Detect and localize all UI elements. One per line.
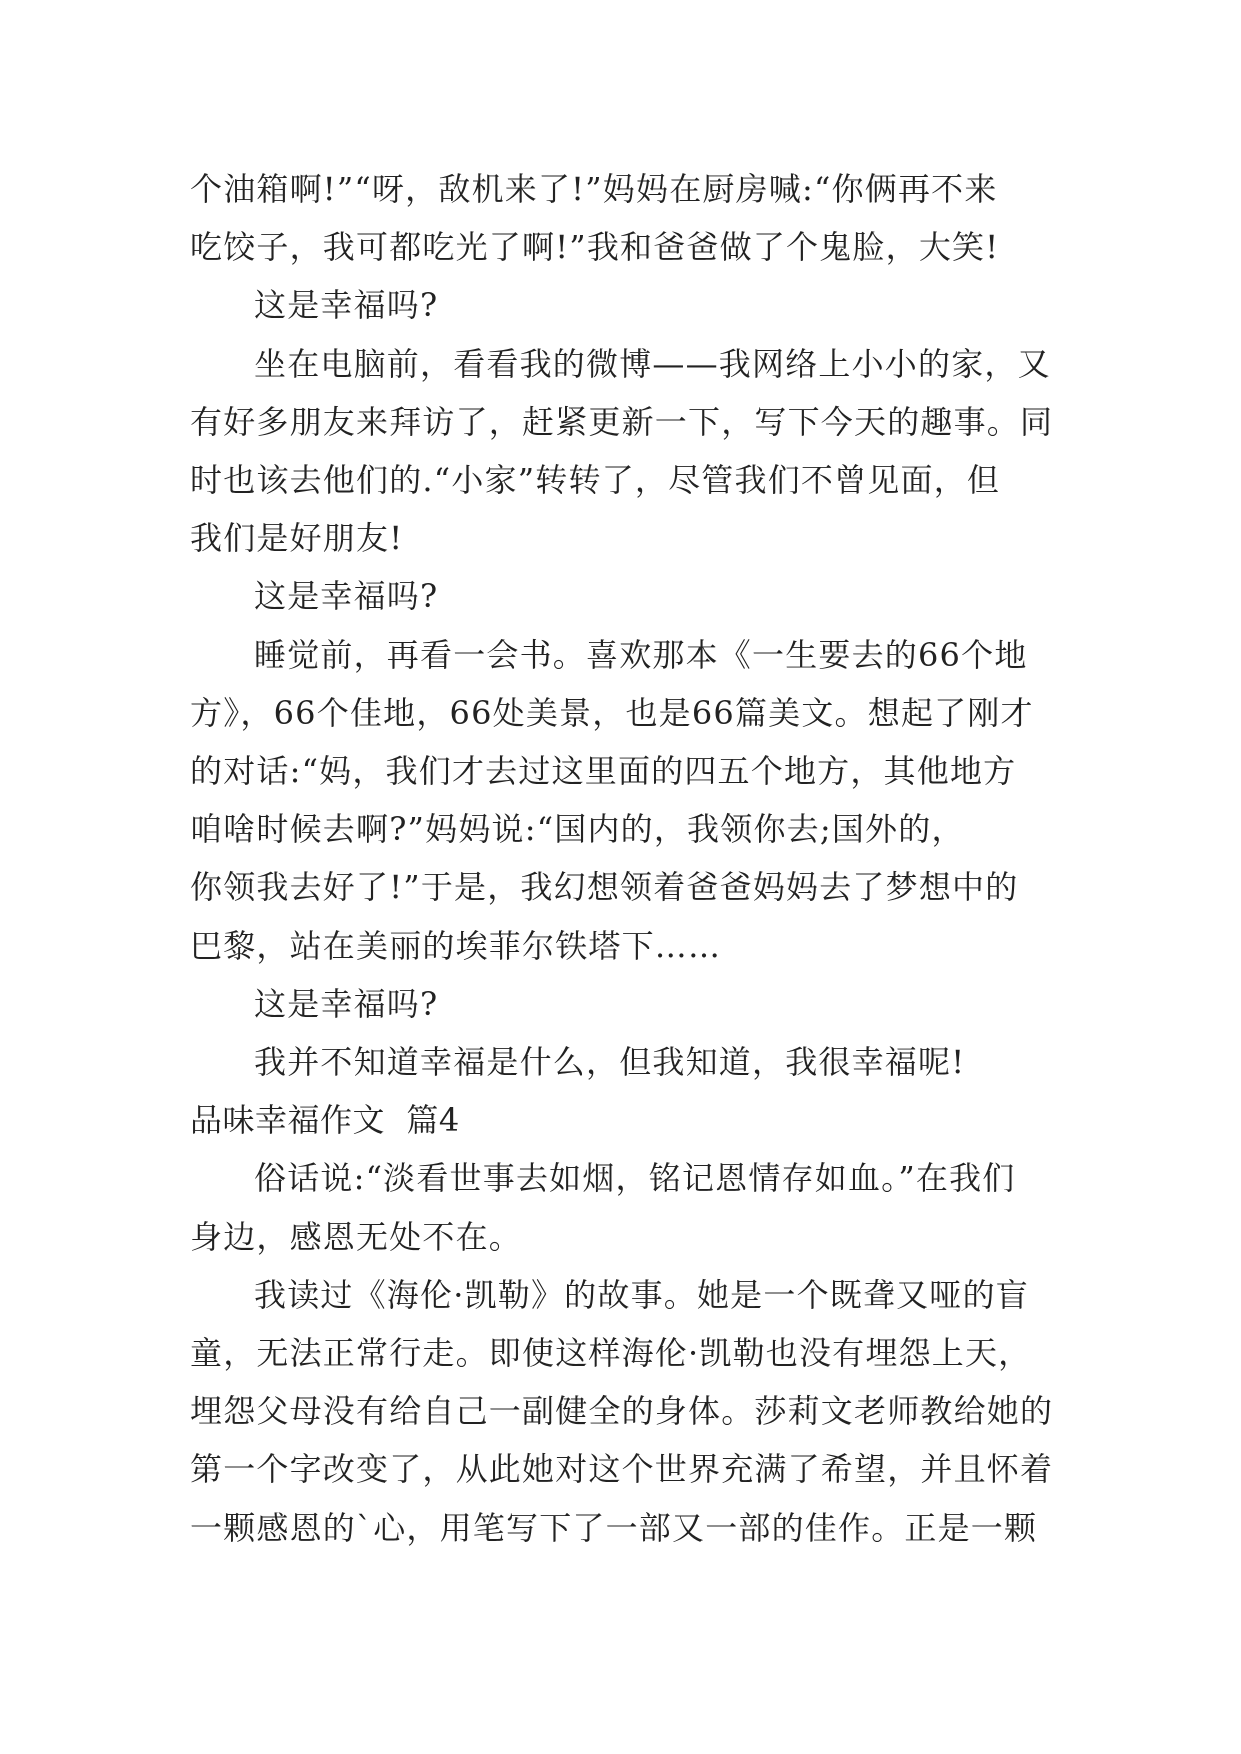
text-line: 有好多朋友来拜访了，赶紧更新一下，写下今天的趣事。同 — [190, 402, 1054, 441]
text-line: 的对话:“妈，我们才去过这里面的四五个地方，其他地方 — [190, 752, 1017, 791]
text-line: 俗话说:“淡看世事去如烟，铭记恩情存如血。”在我们 — [254, 1159, 1016, 1198]
paragraph-5 — [190, 626, 1055, 975]
text-line: 睡觉前，再看一会书。喜欢那本《一生要去的66个地 — [254, 635, 1028, 674]
text-line: 身边，感恩无处不在。 — [190, 1217, 523, 1256]
text-line: 这是幸福吗? — [254, 984, 439, 1023]
text-line: 个油箱啊!”“呀，敌机来了!”妈妈在厨房喊:“你俩再不来 — [190, 170, 998, 208]
text-line: 第一个字改变了，从此她对这个世界充满了希望，并且怀着 — [190, 1450, 1054, 1489]
paragraph-1 — [190, 160, 1055, 276]
section-heading — [190, 1091, 1055, 1149]
text-line: 巴黎，站在美丽的埃菲尔铁塔下…… — [190, 926, 722, 965]
heading-text: 品味幸福作文 篇4 — [190, 1101, 460, 1140]
text-line: 咱啥时候去啊?”妈妈说:“国内的，我领你去;国外的， — [190, 810, 965, 849]
text-line: 我读过《海伦·凯勒》的故事。她是一个既聋又哑的盲 — [254, 1275, 1029, 1314]
paragraph-6 — [190, 975, 1055, 1033]
text-line: 我并不知道幸福是什么，但我知道，我很幸福呢! — [254, 1043, 966, 1082]
paragraph-4 — [190, 567, 1055, 625]
paragraph-7 — [190, 1033, 1055, 1091]
text-line: 这是幸福吗? — [254, 286, 439, 325]
document-body — [190, 160, 1055, 1557]
paragraph-8 — [190, 1149, 1055, 1265]
paragraph-2 — [190, 276, 1055, 334]
text-line: 一颗感恩的`心，用笔写下了一部又一部的佳作。正是一颗 — [190, 1508, 1038, 1547]
text-line: 童，无法正常行走。即使这样海伦·凯勒也没有埋怨上天， — [190, 1334, 1032, 1373]
paragraph-3 — [190, 335, 1055, 568]
text-line: 方》，66个佳地，66处美景，也是66篇美文。想起了刚才 — [190, 693, 1034, 732]
text-line: 我们是好朋友! — [190, 519, 404, 558]
text-line: 这是幸福吗? — [254, 577, 439, 616]
text-line: 埋怨父母没有给自己一副健全的身体。莎莉文老师教给她的 — [190, 1392, 1054, 1431]
paragraph-9 — [190, 1266, 1055, 1557]
text-line: 时也该去他们的.“小家”转转了，尽管我们不曾见面，但 — [190, 461, 1001, 500]
text-line: 吃饺子，我可都吃光了啊!”我和爸爸做了个鬼脸，大笑! — [190, 228, 1000, 267]
text-line: 坐在电脑前，看看我的微博——我网络上小小的家，又 — [254, 344, 1051, 383]
text-line: 你领我去好了!”于是，我幻想领着爸爸妈妈去了梦想中的 — [190, 868, 1019, 907]
